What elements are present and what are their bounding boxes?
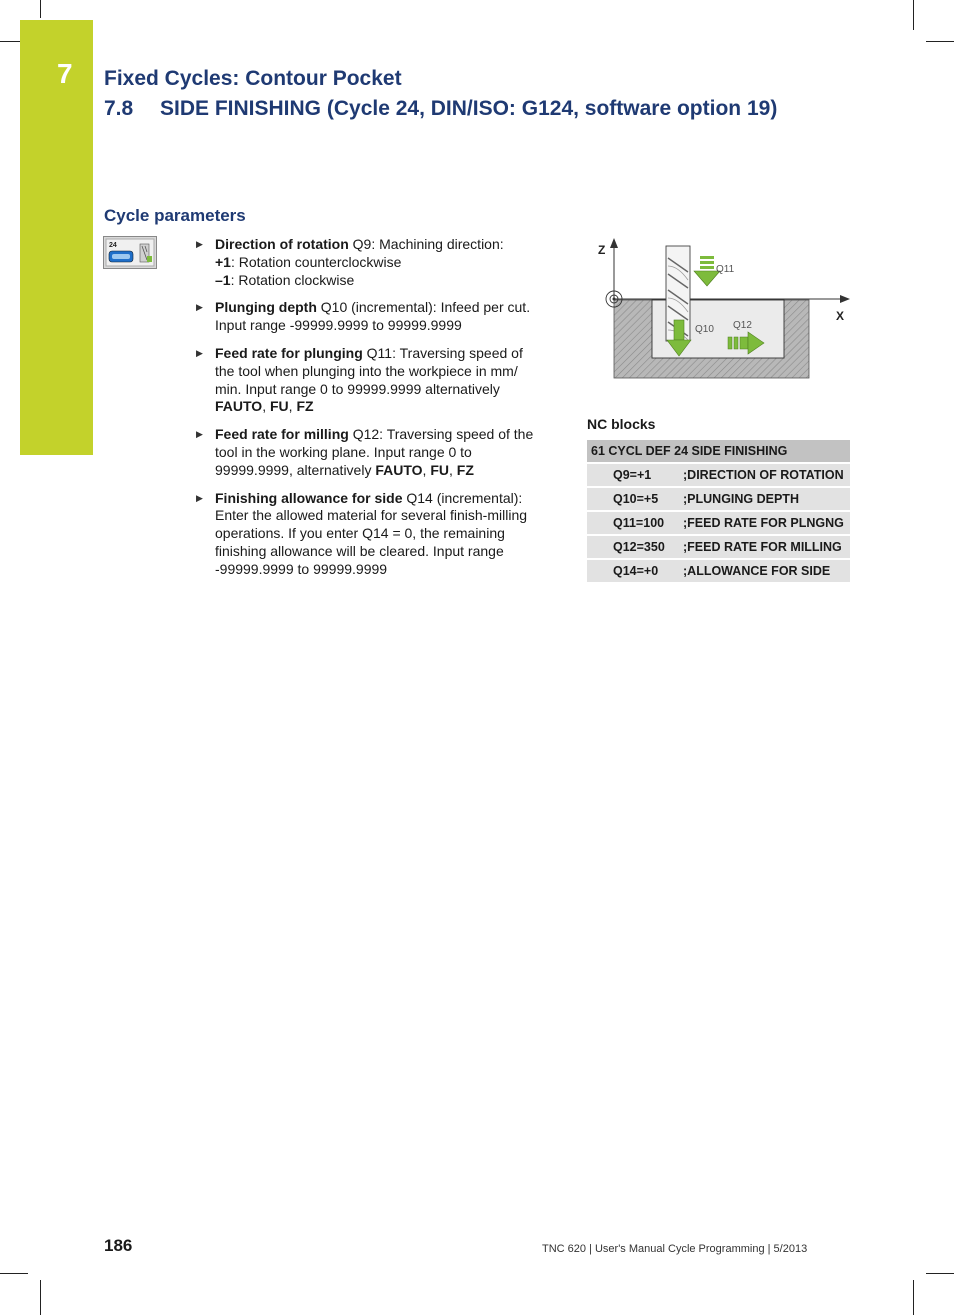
nc-param: Q12=350 (587, 535, 679, 559)
bullet-arrow-icon: ▶ (196, 302, 203, 313)
separator: , (262, 398, 270, 415)
x-axis-label: X (836, 309, 845, 323)
nc-comment: ;PLUNGING DEPTH (679, 487, 850, 511)
param-feed-rate-plunging (196, 345, 546, 416)
param-option: FZ (296, 398, 314, 415)
table-row (587, 535, 850, 559)
param-text: Q12: Traversing speed of the tool in the working plane. Input range 0 to 99999.9999, alternatively (215, 426, 534, 478)
param-name: Feed rate for milling (215, 426, 349, 443)
param-text: Q9: Machining direction: (348, 236, 504, 252)
softkey-label: 24 (109, 242, 117, 249)
x-axis-arrow-icon (840, 295, 850, 303)
param-name: Finishing allowance for side (215, 489, 403, 506)
nc-comment: ;DIRECTION OF ROTATION (679, 463, 850, 487)
nc-blocks-heading: NC blocks (587, 416, 656, 432)
z-axis-label: Z (598, 243, 606, 257)
table-row (587, 463, 850, 487)
param-option: FU (430, 461, 449, 478)
crop-mark (913, 0, 914, 30)
q11-label: Q11 (716, 264, 735, 275)
param-text: : Rotation counterclockwise (230, 253, 402, 270)
param-text: : Rotation clockwise (230, 271, 355, 288)
parameter-list (196, 236, 546, 589)
nc-blocks-table (587, 440, 850, 584)
bullet-arrow-icon: ▶ (196, 347, 203, 358)
nc-param: Q10=+5 (587, 487, 679, 511)
section-number: 7.8 (104, 97, 134, 120)
crop-mark (40, 0, 41, 18)
nc-comment: ;FEED RATE FOR PLNGNG (679, 511, 850, 535)
cycle-24-softkey-icon (103, 236, 157, 269)
nc-param: Q9=+1 (587, 463, 679, 487)
bullet-arrow-icon: ▶ (196, 239, 203, 249)
crop-mark (926, 1273, 954, 1274)
crop-mark (0, 41, 20, 42)
nc-header: 61 CYCL DEF 24 SIDE FINISHING (587, 440, 850, 463)
crop-mark (926, 41, 954, 42)
separator: , (422, 461, 431, 478)
q10-label: Q10 (695, 324, 714, 335)
table-row (587, 511, 850, 535)
param-name: Direction of rotation (215, 236, 349, 252)
cycle-parameters-heading: Cycle parameters (104, 206, 246, 225)
chapter-title: Fixed Cycles: Contour Pocket (104, 67, 402, 90)
table-header-row (587, 440, 850, 463)
table-row (587, 559, 850, 583)
bullet-arrow-icon: ▶ (196, 492, 203, 503)
param-name: Plunging depth (215, 299, 317, 316)
section-title-text: SIDE FINISHING (Cycle 24, DIN/ISO: G124, software option 19) (160, 97, 778, 120)
crop-mark (40, 1280, 41, 1315)
param-option: FZ (456, 461, 474, 478)
param-text: Q10 (incremental): Infeed per cut. Input range -99999.9999 to 99999.9999 (215, 299, 531, 334)
nc-comment: ;ALLOWANCE FOR SIDE (679, 559, 850, 583)
param-feed-rate-milling (196, 426, 546, 479)
table-row (587, 487, 850, 511)
param-option: +1 (215, 253, 231, 270)
param-text: Q14 (incremental): Enter the allowed material for several finish-milling operations. If you enter Q14 = 0, the remaining finishing allowance will be cleared. Input range -99999.9999 to 99999.9999 (215, 489, 528, 577)
param-name: Feed rate for plunging (215, 344, 363, 361)
z-axis-arrow-icon (610, 238, 618, 248)
nc-param: Q14=+0 (587, 559, 679, 583)
param-finishing-allowance (196, 490, 546, 579)
param-option: FU (269, 398, 289, 415)
q12-label: Q12 (733, 320, 752, 331)
nc-param: Q11=100 (587, 511, 679, 535)
crop-mark (0, 1273, 28, 1274)
param-direction-of-rotation (196, 236, 546, 289)
param-option: FAUTO (375, 461, 423, 478)
bullet-arrow-icon: ▶ (196, 429, 203, 440)
param-text: Q11: Traversing speed of the tool when plunging into the workpiece in mm/ min. Input range 0 to 99999.9999 alternatively (215, 344, 523, 397)
separator: , (288, 398, 297, 415)
side-finishing-diagram (594, 236, 852, 382)
nc-comment: ;FEED RATE FOR MILLING (679, 535, 850, 559)
crop-mark (913, 1280, 914, 1315)
section-title (104, 97, 777, 121)
param-option: –1 (215, 271, 231, 288)
param-option: FAUTO (215, 398, 263, 415)
param-plunging-depth (196, 299, 546, 335)
chapter-number: 7 (57, 58, 73, 89)
separator: , (449, 461, 457, 478)
page-number: 186 (104, 1236, 133, 1255)
page-footer: TNC 620 | User's Manual Cycle Programming | 5/2013 (542, 1243, 808, 1255)
